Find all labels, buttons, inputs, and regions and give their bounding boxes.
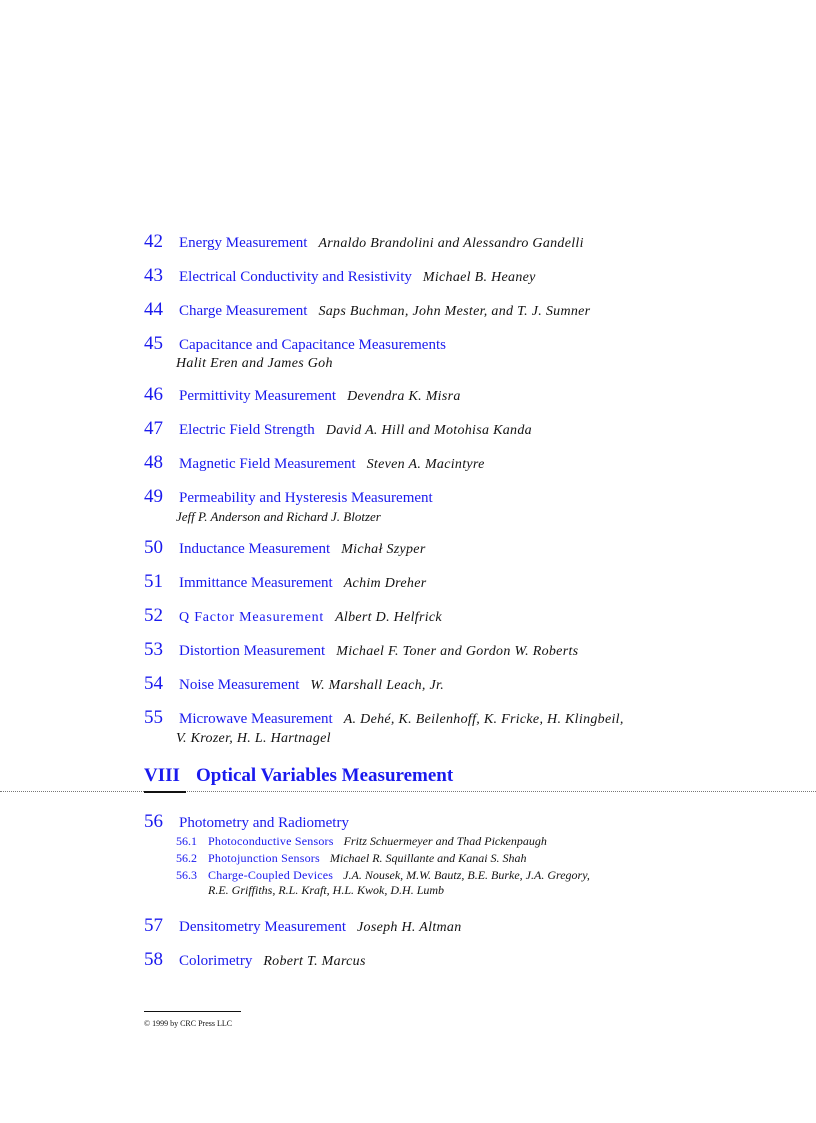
chapter-title[interactable]: Colorimetry xyxy=(179,953,253,969)
chapter-title[interactable]: Noise Measurement xyxy=(179,677,300,693)
chapter-number: 50 xyxy=(144,537,163,558)
toc-entry[interactable] xyxy=(144,641,804,661)
toc-entry[interactable] xyxy=(144,233,804,253)
chapter-author: W. Marshall Leach, Jr. xyxy=(310,678,445,693)
chapter-title[interactable]: Microwave Measurement xyxy=(179,711,333,727)
toc-entry[interactable] xyxy=(144,675,804,695)
toc-subentry[interactable] xyxy=(176,851,796,866)
subsection-number: 56.3 xyxy=(176,868,197,882)
toc-entry[interactable] xyxy=(144,454,804,474)
chapter-title[interactable]: Immittance Measurement xyxy=(179,575,333,591)
toc-subentry[interactable] xyxy=(176,834,796,849)
chapter-number: 52 xyxy=(144,605,163,626)
chapter-title[interactable]: Inductance Measurement xyxy=(179,541,331,557)
toc-entry[interactable] xyxy=(144,420,804,440)
chapter-author: Albert D. Helfrick xyxy=(335,610,442,625)
chapter-number: 57 xyxy=(144,915,163,936)
chapter-title[interactable]: Electrical Conductivity and Resistivity xyxy=(179,269,412,285)
toc-entry[interactable] xyxy=(144,267,804,287)
chapter-title[interactable]: Densitometry Measurement xyxy=(179,919,347,935)
toc-entry[interactable] xyxy=(144,813,804,832)
subsection-author: Fritz Schuermeyer and Thad Pickenpaugh xyxy=(343,834,547,848)
chapter-author: Jeff P. Anderson and Richard J. Blotzer xyxy=(176,509,381,524)
subsection-author: J.A. Nousek, M.W. Bautz, B.E. Burke, J.A. Gregory, xyxy=(343,868,590,882)
chapter-title[interactable]: Capacitance and Capacitance Measurements xyxy=(179,337,446,353)
toc-entry[interactable] xyxy=(144,539,804,559)
chapter-title[interactable]: Photometry and Radiometry xyxy=(179,815,349,831)
toc-entry[interactable] xyxy=(144,301,804,321)
chapter-number: 58 xyxy=(144,949,163,970)
toc-subentry[interactable] xyxy=(176,868,796,898)
subsection-number: 56.2 xyxy=(176,851,197,865)
chapter-title[interactable]: Charge Measurement xyxy=(179,303,308,319)
section-number: VIII xyxy=(144,765,180,786)
chapter-number: 54 xyxy=(144,673,163,694)
toc-entry[interactable] xyxy=(144,335,804,373)
subsection-title[interactable]: Charge-Coupled Devices xyxy=(208,868,334,882)
chapter-number: 55 xyxy=(144,707,163,728)
chapter-number: 42 xyxy=(144,231,163,252)
section-title: Optical Variables Measurement xyxy=(196,765,454,786)
subsection-number: 56.1 xyxy=(176,834,197,848)
chapter-author: Joseph H. Altman xyxy=(357,920,462,935)
chapter-title[interactable]: Q Factor Measurement xyxy=(179,610,325,625)
chapter-title[interactable]: Electric Field Strength xyxy=(179,422,315,438)
toc-entry[interactable] xyxy=(144,709,804,748)
toc-entry[interactable] xyxy=(144,607,804,627)
section-number-underline xyxy=(144,791,186,793)
chapter-author: Arnaldo Brandolini and Alessandro Gandelli xyxy=(318,236,584,251)
chapter-author: Robert T. Marcus xyxy=(263,954,366,969)
copyright-notice: © 1999 by CRC Press LLC xyxy=(144,1019,233,1028)
chapter-number: 56 xyxy=(144,811,163,832)
chapter-title[interactable]: Energy Measurement xyxy=(179,235,308,251)
chapter-number: 46 xyxy=(144,384,163,405)
chapter-author: A. Dehé, K. Beilenhoff, K. Fricke, H. Klingbeil, xyxy=(343,712,624,727)
chapter-author: Saps Buchman, John Mester, and T. J. Sumner xyxy=(318,304,591,319)
section-divider xyxy=(0,791,816,792)
toc-entry[interactable] xyxy=(144,917,804,937)
chapter-number: 43 xyxy=(144,265,163,286)
chapter-title[interactable]: Permittivity Measurement xyxy=(179,388,337,404)
chapter-author: Devendra K. Misra xyxy=(347,389,461,404)
section-heading[interactable] xyxy=(144,765,453,787)
chapter-number: 51 xyxy=(144,571,163,592)
chapter-author: David A. Hill and Motohisa Kanda xyxy=(325,423,532,438)
chapter-number: 45 xyxy=(144,333,163,354)
chapter-author: Steven A. Macintyre xyxy=(366,457,485,472)
chapter-author: Michael F. Toner and Gordon W. Roberts xyxy=(336,644,579,659)
chapter-author: Halit Eren and James Goh xyxy=(176,356,333,371)
chapter-number: 53 xyxy=(144,639,163,660)
chapter-author: Michał Szyper xyxy=(341,542,426,557)
subsection-title[interactable]: Photojunction Sensors xyxy=(208,851,320,865)
chapter-number: 44 xyxy=(144,299,163,320)
chapter-author: Achim Dreher xyxy=(343,576,427,591)
toc-entry[interactable] xyxy=(144,573,804,593)
chapter-number: 49 xyxy=(144,486,163,507)
footer-rule xyxy=(144,1011,241,1012)
chapter-title[interactable]: Distortion Measurement xyxy=(179,643,326,659)
subsection-author: Michael R. Squillante and Kanai S. Shah xyxy=(329,851,527,865)
chapter-number: 48 xyxy=(144,452,163,473)
chapter-title[interactable]: Magnetic Field Measurement xyxy=(179,456,356,472)
chapter-author: Michael B. Heaney xyxy=(422,270,536,285)
toc-entry[interactable] xyxy=(144,951,804,971)
subsection-author-continued: R.E. Griffiths, R.L. Kraft, H.L. Kwok, D.H. Lumb xyxy=(208,883,445,897)
chapter-author-continued: V. Krozer, H. L. Hartnagel xyxy=(176,731,331,746)
chapter-title[interactable]: Permeability and Hysteresis Measurement xyxy=(179,490,433,506)
toc-entry[interactable] xyxy=(144,386,804,406)
subsection-title[interactable]: Photoconductive Sensors xyxy=(208,834,334,848)
toc-entry[interactable] xyxy=(144,488,804,526)
chapter-number: 47 xyxy=(144,418,163,439)
